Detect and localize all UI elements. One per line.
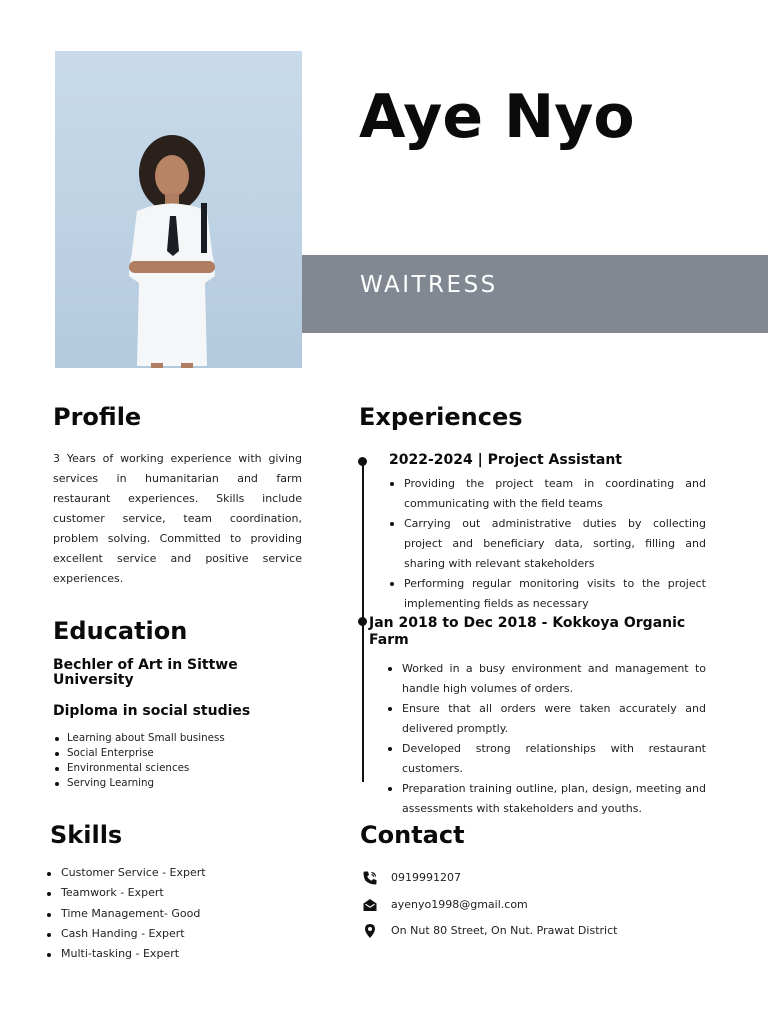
job-duties-list <box>386 659 706 819</box>
person-illustration <box>55 51 302 368</box>
list-item: Serving Learning <box>53 776 303 791</box>
degree-title: Bechler of Art in Sittwe University <box>53 657 238 688</box>
phone-number: 0919991207 <box>391 871 461 884</box>
skills-list <box>45 863 305 964</box>
contact-address-row <box>360 921 760 941</box>
list-item: Worked in a busy environment and management to handle high volumes of orders. <box>386 659 706 699</box>
list-item: Performing regular monitoring visits to the project implementing fields as necessary <box>388 574 706 614</box>
contact-phone-row <box>360 868 760 888</box>
skill-item: Teamwork - Expert <box>45 883 305 903</box>
candidate-name: Aye Nyo <box>359 82 635 152</box>
email-address: ayenyo1998@gmail.com <box>391 898 528 911</box>
list-item: Environmental sciences <box>53 761 303 776</box>
profile-summary: 3 Years of working experience with giving services in humanitarian and farm restaurant experiences. Skills include customer service, team coordination, problem solving. Committed to providing excellent service and positive service experiences. <box>53 452 302 585</box>
job-duties-list <box>388 474 706 614</box>
skills-heading: Skills <box>50 821 123 849</box>
list-item: Providing the project team in coordinating and communicating with the field teams <box>388 474 706 514</box>
contact-heading: Contact <box>360 821 465 849</box>
list-item: Carrying out administrative duties by collecting project and beneficiary data, sorting, filling and sharing with relevant stakeholders <box>388 514 706 574</box>
list-item: Ensure that all orders were taken accurately and delivered promptly. <box>386 699 706 739</box>
list-item: Preparation training outline, plan, design, meeting and assessments with stakeholders and youths. <box>386 779 706 819</box>
skill-item: Customer Service - Expert <box>45 863 305 883</box>
experiences-heading: Experiences <box>359 403 523 431</box>
timeline-dot <box>358 457 367 466</box>
timeline-dot <box>358 617 367 626</box>
job-heading: 2022-2024 | Project Assistant <box>389 452 622 468</box>
job-heading: Jan 2018 to Dec 2018 - Kokkoya Organic Farm <box>369 615 686 648</box>
skill-item: Time Management- Good <box>45 904 305 924</box>
email-icon <box>362 897 378 913</box>
diploma-title: Diploma in social studies <box>53 703 251 719</box>
skill-item: Cash Handing - Expert <box>45 924 305 944</box>
education-heading: Education <box>53 617 188 645</box>
profile-heading: Profile <box>53 403 142 431</box>
profile-photo <box>55 51 302 368</box>
postal-address: On Nut 80 Street, On Nut. Prawat District <box>391 924 618 937</box>
list-item: Developed strong relationships with restaurant customers. <box>386 739 706 779</box>
skill-item: Multi-tasking - Expert <box>45 944 305 964</box>
list-item: Social Enterprise <box>53 746 303 761</box>
location-pin-icon <box>362 923 378 939</box>
job-title: WAITRESS <box>360 272 498 298</box>
phone-icon <box>362 870 378 886</box>
list-item: Learning about Small business <box>53 731 303 746</box>
education-subjects-list <box>53 731 303 791</box>
contact-email-row <box>360 895 760 915</box>
